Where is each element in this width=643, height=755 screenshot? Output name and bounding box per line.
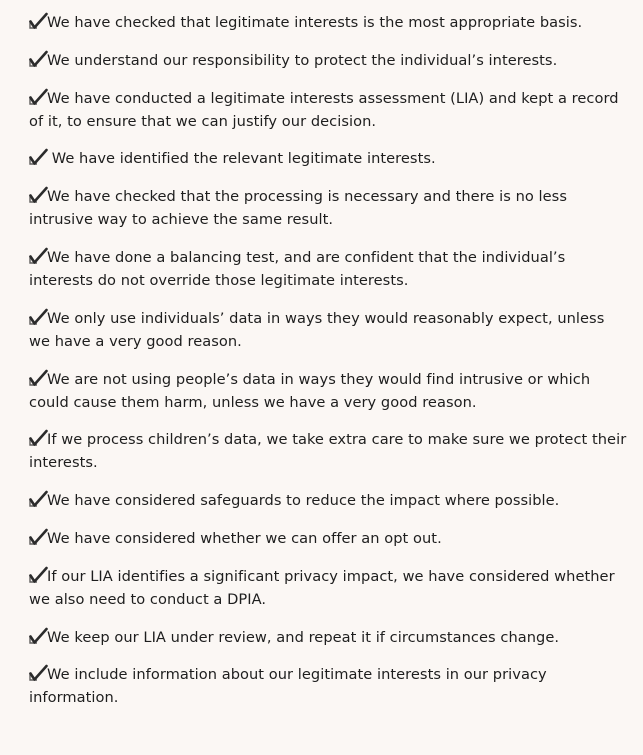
checklist-item-text: We have considered safeguards to reduce the impact where possible.	[47, 492, 560, 510]
checklist-item-text: We have done a balancing test, and are confident that the individual’s interests do not override those legitimate interests.	[29, 248, 566, 289]
checklist-item-text: We have considered whether we can offer an opt out.	[47, 529, 442, 547]
checkmark-icon	[29, 491, 47, 507]
checklist-item-text: If we process children’s data, we take extra care to make sure we protect their interests.	[29, 431, 627, 472]
checkmark-icon	[29, 628, 47, 644]
checklist-item-text: We have conducted a legitimate interests assessment (LIA) and kept a record of it, to ensure that we can justify our decision.	[29, 89, 619, 130]
checklist-item	[29, 489, 629, 512]
checklist-item	[29, 626, 629, 649]
checklist-item	[29, 49, 629, 72]
checklist-item	[29, 147, 629, 170]
checkmark-icon	[29, 51, 47, 67]
checklist-item-text: We keep our LIA under review, and repeat it if circumstances change.	[47, 628, 560, 646]
checklist-item	[29, 663, 629, 709]
checkmark-icon	[29, 149, 47, 165]
checkmark-icon	[29, 309, 47, 325]
checklist-item	[29, 428, 629, 474]
checkmark-icon	[29, 248, 47, 264]
checklist-item	[29, 307, 629, 353]
checkmark-icon	[29, 89, 47, 105]
checkmark-icon	[29, 13, 47, 29]
checklist-item-text: We understand our responsibility to protect the individual’s interests.	[47, 51, 558, 69]
checkmark-icon	[29, 529, 47, 545]
checklist-item	[29, 11, 629, 34]
checkmark-icon	[29, 665, 47, 681]
checklist-item	[29, 185, 629, 231]
checklist-item-text: We only use individuals’ data in ways they would reasonably expect, unless we have a very good reason.	[29, 309, 605, 350]
checkmark-icon	[29, 187, 47, 203]
checklist-item-text: We have checked that the processing is necessary and there is no less intrusive way to achieve the same result.	[29, 188, 567, 229]
checklist-item	[29, 246, 629, 292]
checkmark-icon	[29, 430, 47, 446]
checklist-item-text: We are not using people’s data in ways they would find intrusive or which could cause them harm, unless we have a very good reason.	[29, 370, 591, 411]
checklist-item-text: We have identified the relevant legitimate interests.	[47, 150, 436, 168]
checkmark-icon	[29, 370, 47, 386]
checklist-item	[29, 565, 629, 611]
checklist-item-text: We have checked that legitimate interests is the most appropriate basis.	[47, 14, 583, 31]
checklist-item	[29, 527, 629, 550]
checklist-item	[29, 87, 629, 133]
checklist-item	[29, 368, 629, 414]
checkmark-icon	[29, 567, 47, 583]
checklist-item-text: We include information about our legitimate interests in our privacy information.	[29, 666, 547, 707]
checklist-item-text: If our LIA identifies a significant privacy impact, we have considered whether we also need to conduct a DPIA.	[29, 567, 615, 608]
